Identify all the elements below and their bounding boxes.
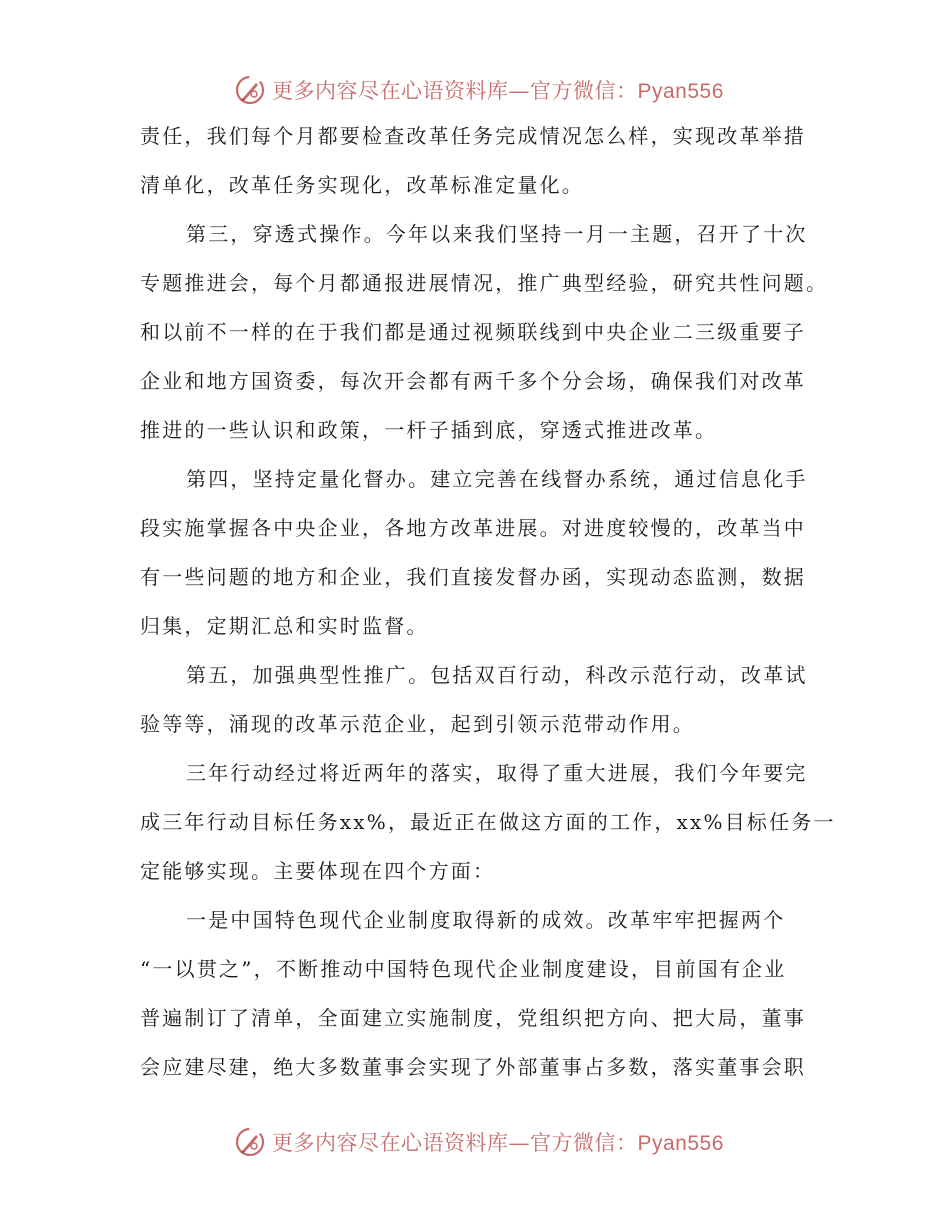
text-line: 一是中国特色现代企业制度取得新的成效。改革牢牢把握两个 bbox=[186, 908, 786, 932]
text-line: 和以前不一样的在于我们都是通过视频联线到中央企业二三级重要子 bbox=[140, 320, 806, 344]
text-line: 三年行动经过将近两年的落实，取得了重大进展，我们今年要完 bbox=[186, 761, 808, 785]
text-line: 会应建尽建，绝大多数董事会实现了外部董事占多数，落实董事会职 bbox=[140, 1055, 806, 1079]
quill-pen-circle-icon bbox=[234, 74, 266, 106]
text-line: 企业和地方国资委，每次开会都有两千多个分会场，确保我们对改革 bbox=[140, 369, 806, 393]
text-line: 清单化，改革任务实现化，改革标准定量化。 bbox=[140, 173, 584, 197]
text-line: 第三，穿透式操作。今年以来我们坚持一月一主题，召开了十次 bbox=[186, 222, 808, 246]
text-line: 归集，定期汇总和实时监督。 bbox=[140, 614, 429, 638]
text-line: 普遍制订了清单，全面建立实施制度，党组织把方向、把大局，董事 bbox=[140, 1006, 806, 1030]
footer-watermark bbox=[234, 1122, 754, 1162]
text-line: 验等等，涌现的改革示范企业，起到引领示范带动作用。 bbox=[140, 712, 695, 736]
watermark-text: 更多内容尽在心语资料库—官方微信：Pyan556 bbox=[272, 79, 724, 103]
text-line: “一以贯之”，不断推动中国特色现代企业制度建设，目前国有企业 bbox=[140, 957, 787, 981]
text-line: 推进的一些认识和政策，一杆子插到底，穿透式推进改革。 bbox=[140, 418, 718, 442]
text-line: 第四，坚持定量化督办。建立完善在线督办系统，通过信息化手 bbox=[186, 467, 808, 491]
document-body bbox=[140, 112, 836, 1092]
quill-pen-circle-icon bbox=[234, 1126, 266, 1158]
text-line: 责任，我们每个月都要检查改革任务完成情况怎么样，实现改革举措 bbox=[140, 124, 806, 148]
text-line: 有一些问题的地方和企业，我们直接发督办函，实现动态监测，数据 bbox=[140, 565, 806, 589]
watermark-text: 更多内容尽在心语资料库—官方微信：Pyan556 bbox=[272, 1131, 724, 1155]
text-line: 段实施掌握各中央企业，各地方改革进展。对进度较慢的，改革当中 bbox=[140, 516, 806, 540]
text-line: 成三年行动目标任务xx%，最近正在做这方面的工作，xx%目标任务一 bbox=[140, 810, 836, 834]
text-line: 第五，加强典型性推广。包括双百行动，科改示范行动，改革试 bbox=[186, 663, 808, 687]
text-line: 专题推进会，每个月都通报进展情况，推广典型经验，研究共性问题。 bbox=[140, 271, 829, 295]
text-line: 定能够实现。主要体现在四个方面： bbox=[140, 859, 496, 883]
header-watermark bbox=[234, 70, 754, 110]
